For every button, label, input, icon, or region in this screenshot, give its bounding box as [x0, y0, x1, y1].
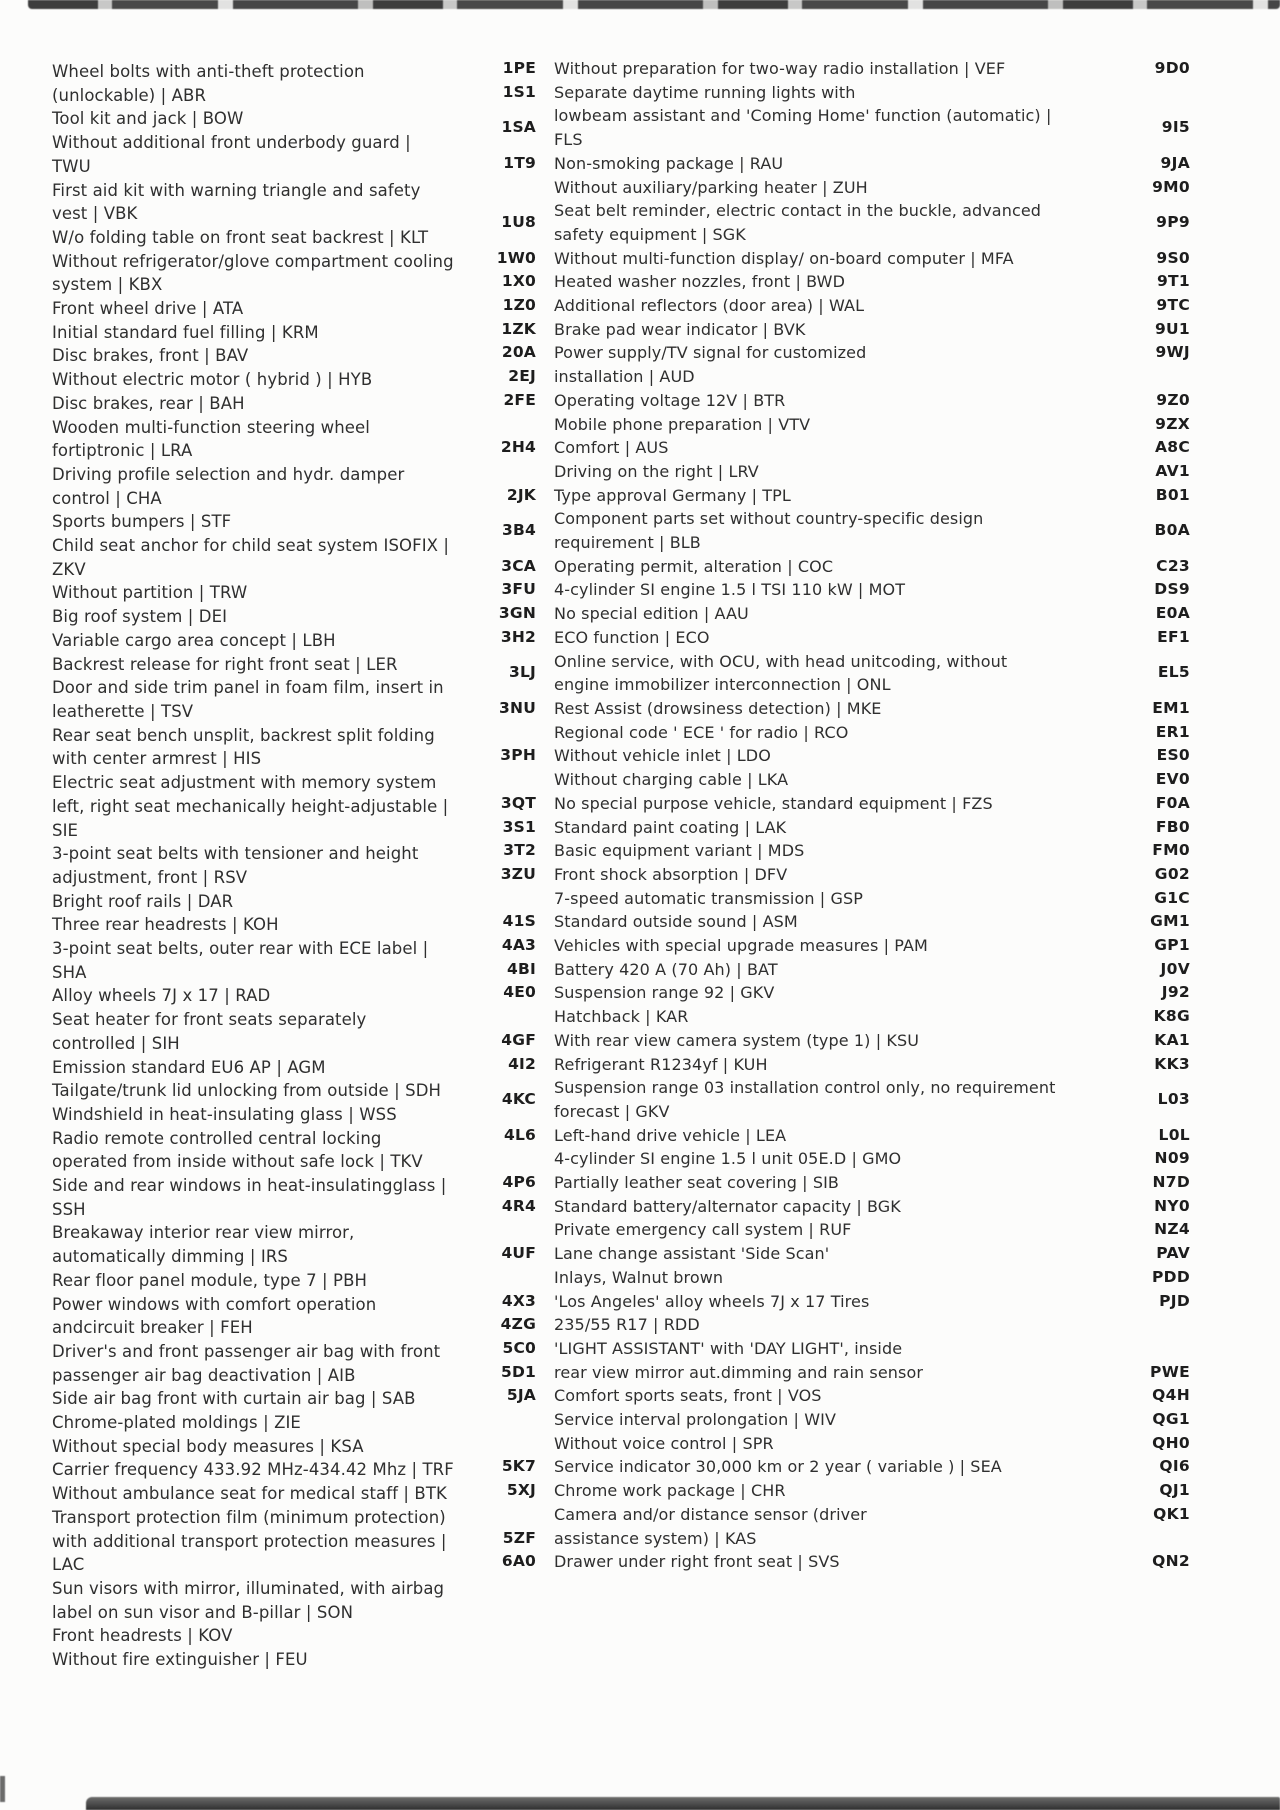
option-description: rear view mirror aut.dimming and rain sensor	[554, 1362, 924, 1382]
equipment-item: Power windows with comfort operation andcircuit breaker | FEH	[52, 1294, 377, 1338]
option-description: Power supply/TV signal for customized	[554, 343, 867, 363]
option-code: 3CA	[501, 556, 536, 575]
option-pr-code: EF1	[1157, 627, 1190, 646]
option-row	[490, 484, 1190, 508]
option-description: Hatchback | KAR	[554, 1007, 689, 1027]
option-code: 1ZK	[501, 319, 536, 338]
option-code: 3LJ	[508, 663, 536, 682]
option-code: 41S	[502, 912, 536, 931]
option-row	[490, 1550, 1190, 1574]
equipment-item: Windshield in heat-insulating glass | WSS	[52, 1104, 397, 1124]
option-code: 1Z0	[502, 296, 536, 315]
equipment-item: Radio remote controlled central locking operated from inside without safe lock | TKV	[52, 1128, 423, 1172]
equipment-item: Sun visors with mirror, illuminated, with airbag label on sun visor and B-pillar | SON	[52, 1579, 445, 1622]
option-code: 1PE	[502, 59, 536, 77]
option-pr-code: N09	[1154, 1149, 1190, 1168]
option-description: 4-cylinder SI engine 1.5 l TSI 110 kW | MOT	[554, 580, 906, 600]
option-row	[490, 389, 1190, 413]
equipment-item: Emission standard EU6 AP | AGM	[52, 1057, 326, 1077]
option-pr-code: QN2	[1152, 1552, 1190, 1571]
option-pr-code: PDD	[1152, 1267, 1190, 1286]
option-row	[490, 650, 1190, 697]
option-description: Rest Assist (drowsiness detection) | MKE	[554, 698, 882, 718]
option-row	[490, 1147, 1190, 1171]
option-pr-code: PAV	[1156, 1244, 1190, 1263]
option-code: 3T2	[503, 841, 536, 860]
equipment-item: 3-point seat belts with tensioner and height adjustment, front | RSV	[52, 844, 419, 887]
option-pr-code: EL5	[1157, 663, 1190, 682]
equipment-item: Rear floor panel module, type 7 | PBH	[52, 1270, 368, 1290]
option-codes-table	[490, 57, 1190, 1574]
option-pr-code: QH0	[1152, 1433, 1190, 1452]
equipment-item: Tool kit and jack | BOW	[52, 109, 244, 129]
option-row	[490, 744, 1190, 768]
equipment-item: Without fire extinguisher | FEU	[52, 1650, 308, 1670]
option-row	[490, 436, 1190, 460]
option-code: 2FE	[503, 390, 536, 409]
option-code: 1S1	[502, 82, 536, 101]
option-pr-code: GP1	[1154, 936, 1190, 955]
option-row	[490, 934, 1190, 958]
option-pr-code: ER1	[1155, 722, 1190, 741]
option-row	[490, 1384, 1190, 1408]
option-pr-code: 9M0	[1152, 177, 1190, 196]
option-row	[490, 507, 1190, 554]
option-code: 3FU	[501, 580, 536, 599]
option-description: No special purpose vehicle, standard equipment | FZS	[554, 793, 993, 813]
option-description: Standard paint coating | LAK	[554, 817, 787, 837]
equipment-item: First aid kit with warning triangle and safety vest | VBK	[52, 180, 421, 224]
option-description: Refrigerant R1234yf | KUH	[554, 1054, 768, 1074]
option-row	[490, 697, 1190, 721]
equipment-item: Bright roof rails | DAR	[52, 891, 234, 911]
option-description: lowbeam assistant and 'Coming Home' function (automatic) | FLS	[554, 106, 1052, 150]
option-row	[490, 247, 1190, 271]
scan-artifact-top-edge	[28, 0, 1280, 9]
option-pr-code: QK1	[1153, 1504, 1190, 1523]
option-description: Heated washer nozzles, front | BWD	[554, 272, 846, 292]
option-description: No special edition | AAU	[554, 604, 749, 624]
option-description: Standard outside sound | ASM	[554, 912, 798, 932]
option-code: 2EJ	[508, 367, 536, 386]
option-description: Vehicles with special upgrade measures | PAM	[554, 936, 928, 956]
equipment-item: Driving profile selection and hydr. damper control | CHA	[52, 464, 405, 508]
option-row	[490, 57, 1190, 81]
option-code: 1SA	[501, 118, 536, 137]
option-pr-code: 9U1	[1154, 319, 1190, 338]
option-pr-code: E0A	[1155, 604, 1190, 623]
option-description: Without auxiliary/parking heater | ZUH	[554, 177, 868, 197]
option-description: Partially leather seat covering | SIB	[554, 1173, 839, 1193]
option-pr-code: PJD	[1159, 1291, 1190, 1310]
option-row	[490, 816, 1190, 840]
option-row	[490, 958, 1190, 982]
option-row	[490, 1195, 1190, 1219]
option-pr-code: NY0	[1154, 1196, 1190, 1215]
option-code: 3B4	[502, 521, 536, 540]
option-description: Operating permit, alteration | COC	[554, 556, 834, 576]
option-row	[490, 555, 1190, 579]
option-code: 4I2	[508, 1054, 536, 1073]
option-row	[490, 81, 1190, 105]
option-description: Comfort sports seats, front | VOS	[554, 1386, 822, 1406]
equipment-item: Without additional front underbody guard | TWU	[52, 133, 411, 176]
option-row	[490, 602, 1190, 626]
option-pr-code: 9T1	[1156, 272, 1190, 291]
option-description: Online service, with OCU, with head unitcoding, without engine immobilizer interconnection | ONL	[554, 651, 1008, 695]
equipment-item: Without partition | TRW	[52, 583, 248, 603]
option-pr-code: J92	[1161, 983, 1190, 1002]
equipment-item: Side and rear windows in heat-insulatingglass | SSH	[52, 1176, 447, 1219]
option-row	[490, 1218, 1190, 1242]
equipment-item: Transport protection film (minimum protection) with additional transport protection measures | LAC	[52, 1507, 447, 1575]
option-description: Component parts set without country-specific design requirement | BLB	[554, 509, 984, 553]
option-row	[490, 768, 1190, 792]
option-row	[490, 1313, 1190, 1337]
option-code: 5ZF	[502, 1528, 536, 1547]
option-row	[490, 626, 1190, 650]
equipment-item: Side air bag front with curtain air bag | SAB	[52, 1389, 416, 1409]
option-pr-code: PWE	[1150, 1362, 1190, 1381]
option-pr-code: FB0	[1155, 817, 1190, 836]
option-pr-code: QJ1	[1159, 1481, 1190, 1500]
option-description: Without voice control | SPR	[554, 1433, 774, 1453]
option-row	[490, 1455, 1190, 1479]
option-code: 1W0	[496, 248, 536, 267]
option-description: Mobile phone preparation | VTV	[554, 414, 811, 434]
option-pr-code: 9TC	[1156, 296, 1190, 315]
option-code: 4E0	[503, 983, 536, 1002]
equipment-item: Breakaway interior rear view mirror, automatically dimming | IRS	[52, 1223, 355, 1267]
option-description: Brake pad wear indicator | BVK	[554, 319, 806, 339]
option-row	[490, 1479, 1190, 1503]
option-description: ECO function | ECO	[554, 627, 710, 647]
option-pr-code: F0A	[1155, 793, 1190, 812]
option-description: Camera and/or distance sensor (driver	[554, 1504, 867, 1524]
option-description: Basic equipment variant | MDS	[554, 841, 805, 861]
option-code: 4P6	[502, 1173, 536, 1192]
equipment-item: Without electric motor ( hybrid ) | HYB	[52, 370, 373, 390]
option-code: 1U8	[501, 213, 536, 232]
option-description: Comfort | AUS	[554, 438, 669, 458]
equipment-item: Variable cargo area concept | LBH	[52, 630, 336, 650]
option-code: 4L6	[503, 1125, 536, 1144]
equipment-item: Sports bumpers | STF	[52, 512, 232, 532]
option-code: 5K7	[501, 1457, 536, 1476]
equipment-item: Initial standard fuel filling | KRM	[52, 322, 319, 342]
option-row	[490, 1503, 1190, 1527]
option-code: 5C0	[502, 1338, 536, 1357]
equipment-item: Disc brakes, rear | BAH	[52, 393, 245, 413]
option-row	[490, 1290, 1190, 1314]
option-pr-code: 9WJ	[1155, 343, 1190, 362]
option-description: installation | AUD	[554, 367, 695, 387]
option-description: Separate daytime running lights with	[554, 82, 856, 102]
option-code: 4GF	[501, 1030, 536, 1049]
option-pr-code: KK3	[1154, 1054, 1190, 1073]
option-code: 4UF	[501, 1244, 536, 1263]
option-description: Battery 420 A (70 Ah) | BAT	[554, 959, 778, 979]
option-pr-code: 9I5	[1161, 118, 1190, 137]
equipment-item: Big roof system | DEI	[52, 607, 228, 627]
option-row	[490, 839, 1190, 863]
equipment-item: Alloy wheels 7J x 17 | RAD	[52, 986, 271, 1006]
option-row	[490, 910, 1190, 934]
option-pr-code: 9S0	[1156, 248, 1190, 267]
option-row	[490, 152, 1190, 176]
option-pr-code: EV0	[1155, 770, 1190, 789]
option-description: Service interval prolongation | WIV	[554, 1410, 837, 1430]
equipment-item: Chrome-plated moldings | ZIE	[52, 1413, 301, 1433]
option-pr-code: G1C	[1154, 888, 1190, 907]
option-description: 'Los Angeles' alloy wheels 7J x 17 Tires	[554, 1291, 870, 1311]
option-row	[490, 1527, 1190, 1551]
option-code: 3H2	[500, 627, 536, 646]
option-description: Regional code ' ECE ' for radio | RCO	[554, 722, 849, 742]
option-pr-code: DS9	[1154, 580, 1190, 599]
option-code: 5JA	[506, 1386, 536, 1405]
option-code: 4KC	[501, 1090, 536, 1109]
option-description: Suspension range 92 | GKV	[554, 983, 775, 1003]
option-code: 4ZG	[500, 1315, 536, 1334]
option-row	[490, 721, 1190, 745]
option-description: Private emergency call system | RUF	[554, 1220, 852, 1240]
option-description: 4-cylinder SI engine 1.5 l unit 05E.D | GMO	[554, 1149, 902, 1169]
equipment-item: Tailgate/trunk lid unlocking from outside | SDH	[52, 1081, 442, 1101]
equipment-item: Door and side trim panel in foam film, insert in leatherette | TSV	[52, 678, 444, 721]
option-row	[490, 294, 1190, 318]
equipment-item: Three rear headrests | KOH	[52, 915, 279, 935]
option-pr-code: 9P9	[1156, 213, 1190, 232]
option-row	[490, 199, 1190, 246]
option-pr-code: L0L	[1158, 1125, 1190, 1144]
option-row	[490, 1076, 1190, 1123]
option-row	[490, 863, 1190, 887]
equipment-item: Disc brakes, front | BAV	[52, 346, 249, 366]
option-row	[490, 887, 1190, 911]
equipment-item: 3-point seat belts, outer rear with ECE label | SHA	[52, 939, 429, 982]
option-pr-code: A8C	[1154, 438, 1190, 457]
option-pr-code: L03	[1157, 1090, 1190, 1109]
equipment-item: Electric seat adjustment with memory system left, right seat mechanically height-adjustable | SIE	[52, 773, 449, 840]
option-pr-code: B0A	[1154, 521, 1190, 540]
option-description: Operating voltage 12V | BTR	[554, 390, 786, 410]
option-code: 4A3	[501, 936, 536, 955]
option-code: 1T9	[503, 153, 536, 172]
option-code: 3QT	[500, 793, 536, 812]
option-pr-code: QG1	[1152, 1410, 1190, 1429]
option-row	[490, 1005, 1190, 1029]
option-row	[490, 981, 1190, 1005]
option-description: Standard battery/alternator capacity | BGK	[554, 1196, 901, 1216]
option-code: 3S1	[502, 817, 536, 836]
equipment-item: Child seat anchor for child seat system ISOFIX | ZKV	[52, 536, 450, 579]
option-row	[490, 1361, 1190, 1385]
option-pr-code: QI6	[1159, 1457, 1190, 1476]
option-row	[490, 1171, 1190, 1195]
option-description: Driving on the right | LRV	[554, 461, 759, 481]
option-code: 4BI	[507, 959, 536, 978]
option-description: Drawer under right front seat | SVS	[554, 1552, 840, 1572]
option-code: 4X3	[501, 1291, 536, 1310]
option-row	[490, 792, 1190, 816]
scan-artifact-corner-mark	[0, 1776, 5, 1802]
option-description: Inlays, Walnut brown	[554, 1267, 724, 1287]
option-description: Seat belt reminder, electric contact in the buckle, advanced safety equipment | SGK	[554, 201, 1042, 244]
option-pr-code: AV1	[1155, 461, 1190, 480]
equipment-item: Without ambulance seat for medical staff | BTK	[52, 1484, 447, 1504]
option-code: 1X0	[501, 272, 536, 291]
option-row	[490, 318, 1190, 342]
option-pr-code: G02	[1154, 864, 1190, 883]
option-description: 235/55 R17 | RDD	[554, 1315, 700, 1335]
option-row	[490, 1124, 1190, 1148]
equipment-item: Wheel bolts with anti-theft protection (unlockable) | ABR	[52, 62, 365, 105]
equipment-item: Backrest release for right front seat | LER	[52, 654, 398, 674]
option-description: Service indicator 30,000 km or 2 year ( variable ) | SEA	[554, 1457, 1002, 1477]
option-code: 3GN	[498, 604, 536, 623]
equipment-item: Carrier frequency 433.92 MHz-434.42 Mhz | TRF	[52, 1460, 454, 1480]
option-pr-code: N7D	[1152, 1173, 1190, 1192]
option-row	[490, 1432, 1190, 1456]
option-row	[490, 1266, 1190, 1290]
option-row	[490, 460, 1190, 484]
option-description: Without vehicle inlet | LDO	[554, 746, 771, 766]
option-row	[490, 578, 1190, 602]
option-description: Without charging cable | LKA	[554, 770, 789, 790]
option-description: Chrome work package | CHR	[554, 1481, 786, 1501]
option-row	[490, 413, 1190, 437]
equipment-item: Without refrigerator/glove compartment cooling system | KBX	[52, 251, 454, 295]
option-description: Type approval Germany | TPL	[554, 485, 791, 505]
equipment-item: W/o folding table on front seat backrest | KLT	[52, 227, 429, 247]
option-row	[490, 270, 1190, 294]
option-row	[490, 1337, 1190, 1361]
option-row	[490, 341, 1190, 365]
option-pr-code: J0V	[1160, 959, 1190, 978]
option-description: Additional reflectors (door area) | WAL	[554, 296, 865, 316]
option-pr-code: 9D0	[1154, 59, 1190, 77]
option-pr-code: EM1	[1152, 698, 1190, 717]
equipment-item: Front headrests | KOV	[52, 1626, 233, 1646]
option-pr-code: KA1	[1154, 1030, 1190, 1049]
option-code: 5D1	[500, 1362, 536, 1381]
option-pr-code: ES0	[1156, 746, 1190, 765]
option-code: 2H4	[500, 438, 536, 457]
option-pr-code: C23	[1156, 556, 1190, 575]
option-code: 3PH	[500, 746, 536, 765]
equipment-item: Wooden multi-function steering wheel fortiptronic | LRA	[52, 417, 370, 461]
option-pr-code: 9JA	[1160, 153, 1190, 172]
option-description: assistance system) | KAS	[554, 1528, 757, 1548]
option-description: Lane change assistant 'Side Scan'	[554, 1244, 830, 1264]
option-row	[490, 104, 1190, 151]
option-row	[490, 1053, 1190, 1077]
equipment-item: Seat heater for front seats separately controlled | SIH	[52, 1010, 367, 1053]
option-description: 'LIGHT ASSISTANT' with 'DAY LIGHT', inside	[554, 1338, 903, 1358]
option-description: Without preparation for two-way radio installation | VEF	[554, 59, 1006, 78]
option-row	[490, 1242, 1190, 1266]
option-code: 5XJ	[506, 1481, 536, 1500]
equipment-item: Driver's and front passenger air bag with front passenger air bag deactivation | AIB	[52, 1341, 441, 1385]
option-code: 3NU	[499, 698, 536, 717]
option-row	[490, 365, 1190, 389]
equipment-list-left-column	[52, 60, 454, 1672]
option-pr-code: K8G	[1153, 1007, 1190, 1026]
option-description: Non-smoking package | RAU	[554, 153, 784, 173]
option-pr-code: 9Z0	[1156, 390, 1190, 409]
option-code: 2JK	[506, 485, 536, 504]
option-row	[490, 176, 1190, 200]
option-pr-code: NZ4	[1154, 1220, 1190, 1239]
scan-artifact-bottom-edge	[86, 1797, 1280, 1810]
option-row	[490, 1408, 1190, 1432]
option-pr-code: GM1	[1150, 912, 1190, 931]
option-code: 3ZU	[500, 864, 536, 883]
option-pr-code: FM0	[1152, 841, 1190, 860]
option-code: 6A0	[501, 1552, 536, 1571]
option-description: 7-speed automatic transmission | GSP	[554, 888, 863, 908]
option-description: Front shock absorption | DFV	[554, 864, 788, 884]
option-code: 20A	[501, 343, 536, 362]
option-description: Suspension range 03 installation control only, no requirement forecast | GKV	[554, 1078, 1056, 1121]
option-description: Left-hand drive vehicle | LEA	[554, 1125, 787, 1145]
option-code: 4R4	[501, 1196, 536, 1215]
equipment-item: Front wheel drive | ATA	[52, 299, 244, 319]
equipment-item: Without special body measures | KSA	[52, 1436, 364, 1456]
option-description: With rear view camera system (type 1) | KSU	[554, 1030, 920, 1050]
option-row	[490, 1029, 1190, 1053]
option-description: Without multi-function display/ on-board computer | MFA	[554, 248, 1014, 268]
option-pr-code: B01	[1155, 485, 1190, 504]
equipment-item: Rear seat bench unsplit, backrest split folding with center armrest | HIS	[52, 725, 435, 769]
option-pr-code: Q4H	[1152, 1386, 1190, 1405]
option-pr-code: 9ZX	[1155, 414, 1190, 433]
